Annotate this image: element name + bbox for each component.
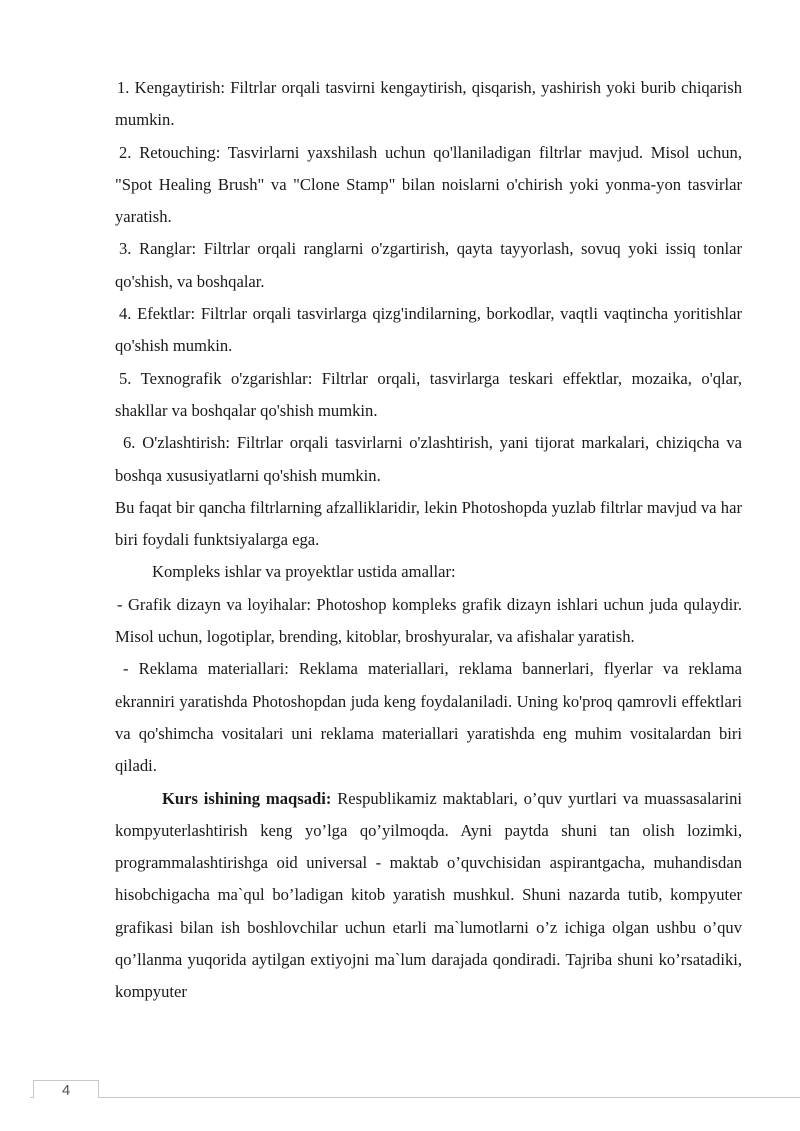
paragraph-kompleks-heading: Kompleks ishlar va proyektlar ustida amallar:	[152, 562, 456, 582]
paragraph-text: Respublikamiz maktablari, o’quv yurtlari va muassasalarini kompyuterlashtirish keng yo’lga qo’yilmoqda. Ayni paytda shuni tan olish lozimki, programmalashtirishga oid universal - maktab o’quvchisidan aspirantgacha, muhandisdan hisobchigacha ma`qul bo’ladigan kitob yaratish mushkul. Shuni nazarda tutib, kompyuter grafikasi bilan ish boshlovchilar uchun etarli ma`lumotlarni o’z ichiga olgan ushbu o’quv qo’llanma yuqorida aytilgan extiyojni ma`lum darajada qondiradi. Tajriba shuni ko’rsatadiki, kompyuter	[115, 788, 742, 1002]
paragraph-texnografik: 5. Texnografik o'zgarishlar: Filtrlar orqali, tasvirlarga teskari effektlar, mozaika, o'qlar, shakllar va boshqalar qo'shish mumkin.	[115, 368, 742, 420]
paragraph-kurs-maqsadi	[115, 783, 742, 1009]
page-number: 4	[33, 1080, 99, 1098]
paragraph-reklama: - Reklama materiallari: Reklama materiallari, reklama bannerlari, flyerlar va reklama ekranniri yaratishda Photoshopdan juda keng foydalaniladi. Uning ko'proq qamrovli effektlari va qo'shimcha vositalari uni reklama materiallari yaratishda eng muhim vositalardan biri qiladi.	[115, 659, 742, 776]
paragraph-ozlashtirish: 6. O'zlashtirish: Filtrlar orqali tasvirlarni o'zlashtirish, yani tijorat markalari, chiziqcha va boshqa xususiyatlarni qo'shish mumkin.	[115, 433, 742, 485]
page-body	[115, 72, 742, 1009]
footer-divider	[30, 1097, 800, 1098]
paragraph-ranglar: 3. Ranglar: Filtrlar orqali ranglarni o'zgartirish, qayta tayyorlash, sovuq yoki issiq tonlar qo'shish, va boshqalar.	[115, 239, 742, 291]
paragraph-grafik-dizayn: - Grafik dizayn va loyihalar: Photoshop kompleks grafik dizayn ishlari uchun juda qulaydir. Misol uchun, logotiplar, brending, kitoblar, broshyuralar, va afishalar yaratish.	[115, 594, 742, 647]
paragraph-kengaytirish: 1. Kengaytirish: Filtrlar orqali tasvirni kengaytirish, qisqarish, yashirish yoki burib chiqarish mumkin.	[115, 78, 742, 130]
paragraph-summary: Bu faqat bir qancha filtrlarning afzalliklaridir, lekin Photoshopda yuzlab filtrlar mavjud va har biri foydali funktsiyalarga ega.	[115, 497, 742, 550]
paragraph-retouching: 2. Retouching: Tasvirlarni yaxshilash uchun qo'llaniladigan filtrlar mavjud. Misol uchun, "Spot Healing Brush" va "Clone Stamp" bilan noislarni o'chirish yoki yonma-yon tasvirlar yaratish.	[115, 142, 742, 227]
bold-lead: Kurs ishining maqsadi:	[162, 788, 332, 808]
paragraph-efektlar: 4. Efektlar: Filtrlar orqali tasvirlarga qizg'indilarning, borkodlar, vaqtli vaqtincha yoritishlar qo'shish mumkin.	[115, 304, 742, 356]
